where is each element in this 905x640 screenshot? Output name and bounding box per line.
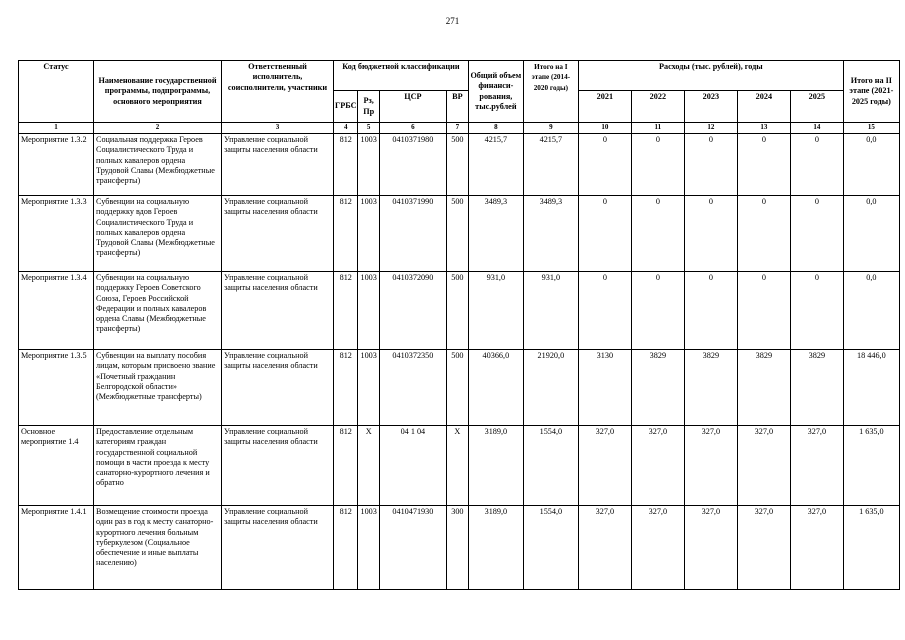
row-2021: 0: [578, 196, 631, 272]
row-executor: Управление социальной защиты населения области: [222, 196, 334, 272]
row-stage2: 0,0: [843, 272, 899, 350]
row-2024: 3829: [737, 350, 790, 426]
column-number: 12: [684, 123, 737, 134]
row-2025: 3829: [790, 350, 843, 426]
row-vr: 500: [446, 350, 468, 426]
row-status: Мероприятие 1.3.3: [19, 196, 94, 272]
table-row: [19, 506, 900, 590]
table-row: [19, 350, 900, 426]
header-2022: 2022: [631, 91, 684, 123]
row-2023: 0: [684, 272, 737, 350]
row-csr: 04 1 04: [379, 426, 446, 506]
row-2022: 0: [631, 196, 684, 272]
row-executor: Управление социальной защиты населения области: [222, 134, 334, 196]
row-2021: 0: [578, 134, 631, 196]
row-vr: 500: [446, 272, 468, 350]
row-2024: 327,0: [737, 506, 790, 590]
header-2024: 2024: [737, 91, 790, 123]
row-2022: 3829: [631, 350, 684, 426]
column-number: 5: [358, 123, 379, 134]
row-stage2: 0,0: [843, 196, 899, 272]
row-2021: 327,0: [578, 426, 631, 506]
column-number: 2: [94, 123, 222, 134]
row-stage2: 1 635,0: [843, 506, 899, 590]
row-grbs: 812: [334, 350, 358, 426]
row-2022: 327,0: [631, 506, 684, 590]
row-name: Возмещение стоимости проезда один раз в год к месту санаторно-курортного лечения больным туберкулезом (Социальное обеспечение и иные выплаты населению): [94, 506, 222, 590]
column-number: 9: [523, 123, 578, 134]
row-total: 3489,3: [468, 196, 523, 272]
row-status: Мероприятие 1.4.1: [19, 506, 94, 590]
page-number: 271: [445, 16, 460, 26]
row-stage2: 18 446,0: [843, 350, 899, 426]
column-number: 11: [631, 123, 684, 134]
column-number: 10: [578, 123, 631, 134]
row-total: 4215,7: [468, 134, 523, 196]
header-grbs: ГРБС: [334, 91, 358, 123]
row-vr: Х: [446, 426, 468, 506]
row-total: 931,0: [468, 272, 523, 350]
row-executor: Управление социальной защиты населения области: [222, 350, 334, 426]
table-row: [19, 196, 900, 272]
row-csr: 0410372350: [379, 350, 446, 426]
row-grbs: 812: [334, 426, 358, 506]
header-expenses: Расходы (тыс. рублей), годы: [578, 61, 843, 91]
row-name: Социальная поддержка Героев Социалистического Труда и полных кавалеров ордена Трудовой Славы (Межбюджетные трансферты): [94, 134, 222, 196]
row-grbs: 812: [334, 272, 358, 350]
row-rzpr: Х: [358, 426, 379, 506]
row-status: Мероприятие 1.3.4: [19, 272, 94, 350]
row-vr: 300: [446, 506, 468, 590]
header-total: Общий объем финанси-рования, тыс.рублей: [468, 61, 523, 123]
row-rzpr: 1003: [358, 272, 379, 350]
row-2023: 327,0: [684, 426, 737, 506]
column-numbers-row: [19, 123, 900, 134]
row-name: Субвенции на социальную поддержку вдов Героев Социалистического Труда и полных кавалеров ордена Трудовой Славы (Межбюджетные трансферты): [94, 196, 222, 272]
row-2023: 0: [684, 196, 737, 272]
header-vr: ВР: [446, 91, 468, 123]
row-2024: 0: [737, 196, 790, 272]
row-2025: 0: [790, 134, 843, 196]
header-csr: ЦСР: [379, 91, 446, 123]
row-stage1: 931,0: [523, 272, 578, 350]
table-row: [19, 426, 900, 506]
header-name: Наименование государственной программы, подпрограммы, основного мероприятия: [94, 61, 222, 123]
row-name: Субвенции на социальную поддержку Героев Советского Союза, Героев Российской Федерации и полных кавалеров ордена Славы (Межбюджетные трансферты): [94, 272, 222, 350]
row-stage1: 21920,0: [523, 350, 578, 426]
column-number: 15: [843, 123, 899, 134]
row-executor: Управление социальной защиты населения области: [222, 506, 334, 590]
column-number: 8: [468, 123, 523, 134]
row-vr: 500: [446, 134, 468, 196]
column-number: 7: [446, 123, 468, 134]
row-2025: 327,0: [790, 506, 843, 590]
row-total: 3189,0: [468, 506, 523, 590]
budget-table: [18, 60, 900, 590]
row-stage2: 1 635,0: [843, 426, 899, 506]
column-number: 4: [334, 123, 358, 134]
row-2025: 327,0: [790, 426, 843, 506]
row-2023: 3829: [684, 350, 737, 426]
header-budget-code: Код бюджетной классификации: [334, 61, 469, 91]
row-vr: 500: [446, 196, 468, 272]
row-name: Субвенции на выплату пособия лицам, которым присвоено звание «Почетный гражданин Белгородской области» (Межбюджетные трансферты): [94, 350, 222, 426]
row-name: Предоставление отдельным категориям граждан государственной социальной помощи в части проезда к месту санаторно-курортного лечения и обратно: [94, 426, 222, 506]
row-grbs: 812: [334, 506, 358, 590]
row-2025: 0: [790, 196, 843, 272]
row-csr: 0410372090: [379, 272, 446, 350]
row-2024: 0: [737, 134, 790, 196]
row-2023: 0: [684, 134, 737, 196]
header-2021: 2021: [578, 91, 631, 123]
table-row: [19, 134, 900, 196]
row-stage1: 4215,7: [523, 134, 578, 196]
column-number: 1: [19, 123, 94, 134]
row-2024: 0: [737, 272, 790, 350]
row-grbs: 812: [334, 134, 358, 196]
row-csr: 0410371980: [379, 134, 446, 196]
row-executor: Управление социальной защиты населения области: [222, 426, 334, 506]
row-2022: 0: [631, 134, 684, 196]
header-rzpr: Рз, Пр: [358, 91, 379, 123]
row-2025: 0: [790, 272, 843, 350]
table-row: [19, 272, 900, 350]
row-stage1: 3489,3: [523, 196, 578, 272]
row-grbs: 812: [334, 196, 358, 272]
row-2021: 3130: [578, 350, 631, 426]
header-stage2: Итого на II этапе (2021-2025 годы): [843, 61, 899, 123]
header-2025: 2025: [790, 91, 843, 123]
column-number: 13: [737, 123, 790, 134]
row-2024: 327,0: [737, 426, 790, 506]
row-stage1: 1554,0: [523, 426, 578, 506]
row-rzpr: 1003: [358, 196, 379, 272]
row-status: Мероприятие 1.3.2: [19, 134, 94, 196]
header-stage1: Итого на I этапе (2014-2020 годы): [523, 61, 578, 123]
row-2022: 0: [631, 272, 684, 350]
row-csr: 0410371990: [379, 196, 446, 272]
column-number: 14: [790, 123, 843, 134]
row-rzpr: 1003: [358, 134, 379, 196]
row-rzpr: 1003: [358, 350, 379, 426]
column-number: 3: [222, 123, 334, 134]
header-2023: 2023: [684, 91, 737, 123]
row-2023: 327,0: [684, 506, 737, 590]
header-status: Статус: [19, 61, 94, 123]
row-rzpr: 1003: [358, 506, 379, 590]
row-total: 40366,0: [468, 350, 523, 426]
row-stage1: 1554,0: [523, 506, 578, 590]
row-status: Мероприятие 1.3.5: [19, 350, 94, 426]
row-csr: 0410471930: [379, 506, 446, 590]
row-executor: Управление социальной защиты населения области: [222, 272, 334, 350]
row-2021: 0: [578, 272, 631, 350]
row-status: Основное мероприятие 1.4: [19, 426, 94, 506]
row-2022: 327,0: [631, 426, 684, 506]
row-2021: 327,0: [578, 506, 631, 590]
row-total: 3189,0: [468, 426, 523, 506]
header-executor: Ответственный исполнитель, соисполнители, участники: [222, 61, 334, 123]
row-stage2: 0,0: [843, 134, 899, 196]
column-number: 6: [379, 123, 446, 134]
